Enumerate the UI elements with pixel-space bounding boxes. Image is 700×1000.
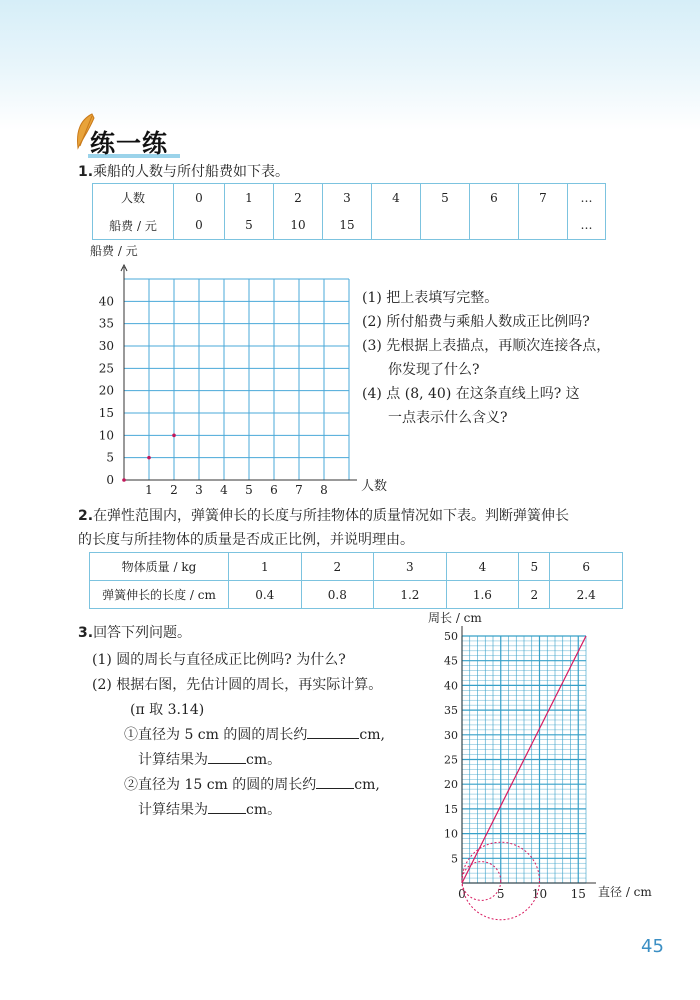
pi-note: (π 取 3.14) — [130, 702, 205, 718]
item-2a — [92, 773, 385, 798]
item-text: 计算结果为 — [138, 752, 208, 768]
page-number: 45 — [641, 936, 664, 957]
y-tick-label: 0 — [106, 473, 114, 487]
subquestion-3-cont: 你发现了什么? — [388, 362, 480, 378]
y-tick-label: 10 — [98, 428, 114, 443]
y-tick-label: 25 — [444, 753, 458, 767]
question-number: 3. — [78, 625, 94, 641]
x-tick-label: 2 — [170, 483, 178, 497]
answer-blank[interactable] — [208, 763, 246, 764]
subquestion-2: (2) 所付船费与乘船人数成正比例吗? — [362, 314, 590, 330]
table-cell: 1.6 — [446, 581, 519, 609]
table-cell: 2 — [519, 581, 550, 609]
subquestion-4-cont: 一点表示什么含义? — [388, 410, 508, 426]
question-text: 回答下列问题。 — [93, 625, 192, 641]
table-cell: 4 — [446, 553, 519, 581]
table-cell: 15 — [323, 212, 372, 240]
q1-subquestions — [362, 286, 610, 430]
table-cell: 2.4 — [550, 581, 623, 609]
circumference-chart — [420, 608, 652, 926]
unit-text: cm, — [359, 727, 385, 743]
x-tick-label: 0 — [458, 887, 466, 901]
y-axis-label: 周长 / cm — [428, 611, 482, 625]
y-tick-label: 15 — [98, 406, 114, 420]
table-cell: 1.2 — [374, 581, 447, 609]
question-text: 乘船的人数与所付船费如下表。 — [93, 164, 290, 180]
answer-blank[interactable] — [307, 738, 359, 739]
y-tick-label: 40 — [444, 679, 458, 693]
table-cell: … — [568, 184, 606, 212]
boat-fare-chart — [80, 240, 388, 500]
subquestion-1: (1) 圆的周长与直径成正比例吗? 为什么? — [92, 652, 346, 668]
table-cell: 2 — [301, 553, 374, 581]
table-row-header: 人数 — [120, 191, 145, 206]
table-cell: 3 — [374, 553, 447, 581]
x-tick-label: 15 — [570, 887, 586, 901]
question-number: 1. — [78, 164, 94, 180]
subquestion-4: (4) 点 (8, 40) 在这条直线上吗? 这 — [362, 386, 580, 402]
answer-blank[interactable] — [208, 813, 246, 814]
x-tick-label: 4 — [220, 483, 228, 497]
table-cell: 10 — [274, 212, 323, 240]
y-tick-label: 20 — [444, 778, 458, 792]
table-cell: 7 — [519, 184, 568, 212]
table-row-header: 弹簧伸长的长度 / cm — [90, 581, 229, 609]
table-cell: 1 — [229, 553, 302, 581]
subquestion-3: (3) 先根据上表描点，再顺次连接各点， — [362, 338, 611, 354]
table-cell: 4 — [372, 184, 421, 212]
q2-table — [89, 552, 623, 609]
section-title: 练一练 — [90, 129, 169, 158]
x-tick-label: 5 — [496, 887, 505, 901]
item-1b — [92, 748, 385, 773]
unit-text: cm, — [354, 777, 380, 793]
y-tick-label: 15 — [444, 802, 458, 816]
data-point — [172, 434, 176, 438]
table-cell: 0.8 — [301, 581, 374, 609]
x-tick-label: 5 — [245, 483, 253, 497]
x-tick-label: 1 — [145, 483, 153, 497]
y-tick-label: 50 — [444, 630, 458, 643]
table-cell: 6 — [550, 553, 623, 581]
answer-blank[interactable] — [316, 788, 354, 789]
x-axis-label: 人数 — [361, 479, 388, 494]
y-tick-label: 30 — [444, 728, 458, 742]
y-tick-label: 20 — [98, 383, 114, 398]
x-tick-label: 10 — [531, 887, 548, 901]
table-cell: 0 — [174, 212, 225, 240]
question-number: 2. — [78, 508, 94, 524]
x-tick-label: 6 — [270, 483, 278, 497]
item-text: 计算结果为 — [138, 802, 208, 818]
table-cell — [470, 212, 519, 240]
x-tick-label: 3 — [195, 483, 203, 497]
y-tick-label: 45 — [444, 654, 458, 668]
table-cell: … — [568, 212, 606, 240]
question-1 — [78, 161, 289, 181]
question-2 — [78, 504, 569, 552]
y-tick-label: 25 — [98, 361, 114, 376]
table-cell — [372, 212, 421, 240]
table-cell — [421, 212, 470, 240]
table-cell: 6 — [470, 184, 519, 212]
q1-table — [92, 183, 606, 240]
item-2b — [92, 798, 385, 823]
y-tick-label: 35 — [98, 316, 114, 331]
question-text-line1: 在弹性范围内，弹簧伸长的长度与所挂物体的质量情况如下表。判断弹簧伸长 — [93, 508, 570, 524]
q3-subquestions — [92, 648, 385, 823]
y-tick-label: 5 — [451, 852, 458, 866]
table-row-header: 物体质量 / kg — [90, 553, 229, 581]
table-cell — [519, 212, 568, 240]
question-text-line2: 的长度与所挂物体的质量是否成正比例，并说明理由。 — [78, 532, 414, 548]
unit-text: cm。 — [246, 752, 282, 768]
table-cell: 0 — [174, 184, 225, 212]
table-row-header: 船费 / 元 — [109, 218, 157, 233]
x-tick-label: 7 — [295, 483, 303, 497]
y-tick-label: 10 — [444, 827, 458, 841]
table-cell: 1 — [225, 184, 274, 212]
x-tick-label: 8 — [320, 483, 328, 497]
table-cell: 3 — [323, 184, 372, 212]
y-tick-label: 40 — [98, 294, 114, 309]
table-cell: 2 — [274, 184, 323, 212]
x-axis-label: 直径 / cm — [598, 885, 652, 899]
page-header-band — [0, 0, 700, 130]
circle-diameter-5 — [462, 862, 501, 901]
data-point — [122, 478, 126, 482]
y-axis-label: 船费 / 元 — [90, 244, 138, 258]
subquestion-1: (1) 把上表填写完整。 — [362, 290, 499, 306]
table-cell: 5 — [225, 212, 274, 240]
table-cell: 5 — [421, 184, 470, 212]
data-point — [147, 456, 151, 460]
table-cell: 5 — [519, 553, 550, 581]
item-text: ①直径为 5 cm 的圆的周长约 — [124, 727, 308, 743]
subquestion-2: (2) 根据右图，先估计圆的周长，再实际计算。 — [92, 677, 383, 693]
item-1a — [92, 723, 385, 748]
y-tick-label: 30 — [98, 339, 114, 353]
question-3 — [78, 622, 191, 642]
y-tick-label: 5 — [106, 450, 114, 465]
unit-text: cm。 — [246, 802, 282, 818]
y-tick-label: 35 — [444, 704, 458, 718]
table-cell: 0.4 — [229, 581, 302, 609]
item-text: ②直径为 15 cm 的圆的周长约 — [124, 777, 317, 793]
